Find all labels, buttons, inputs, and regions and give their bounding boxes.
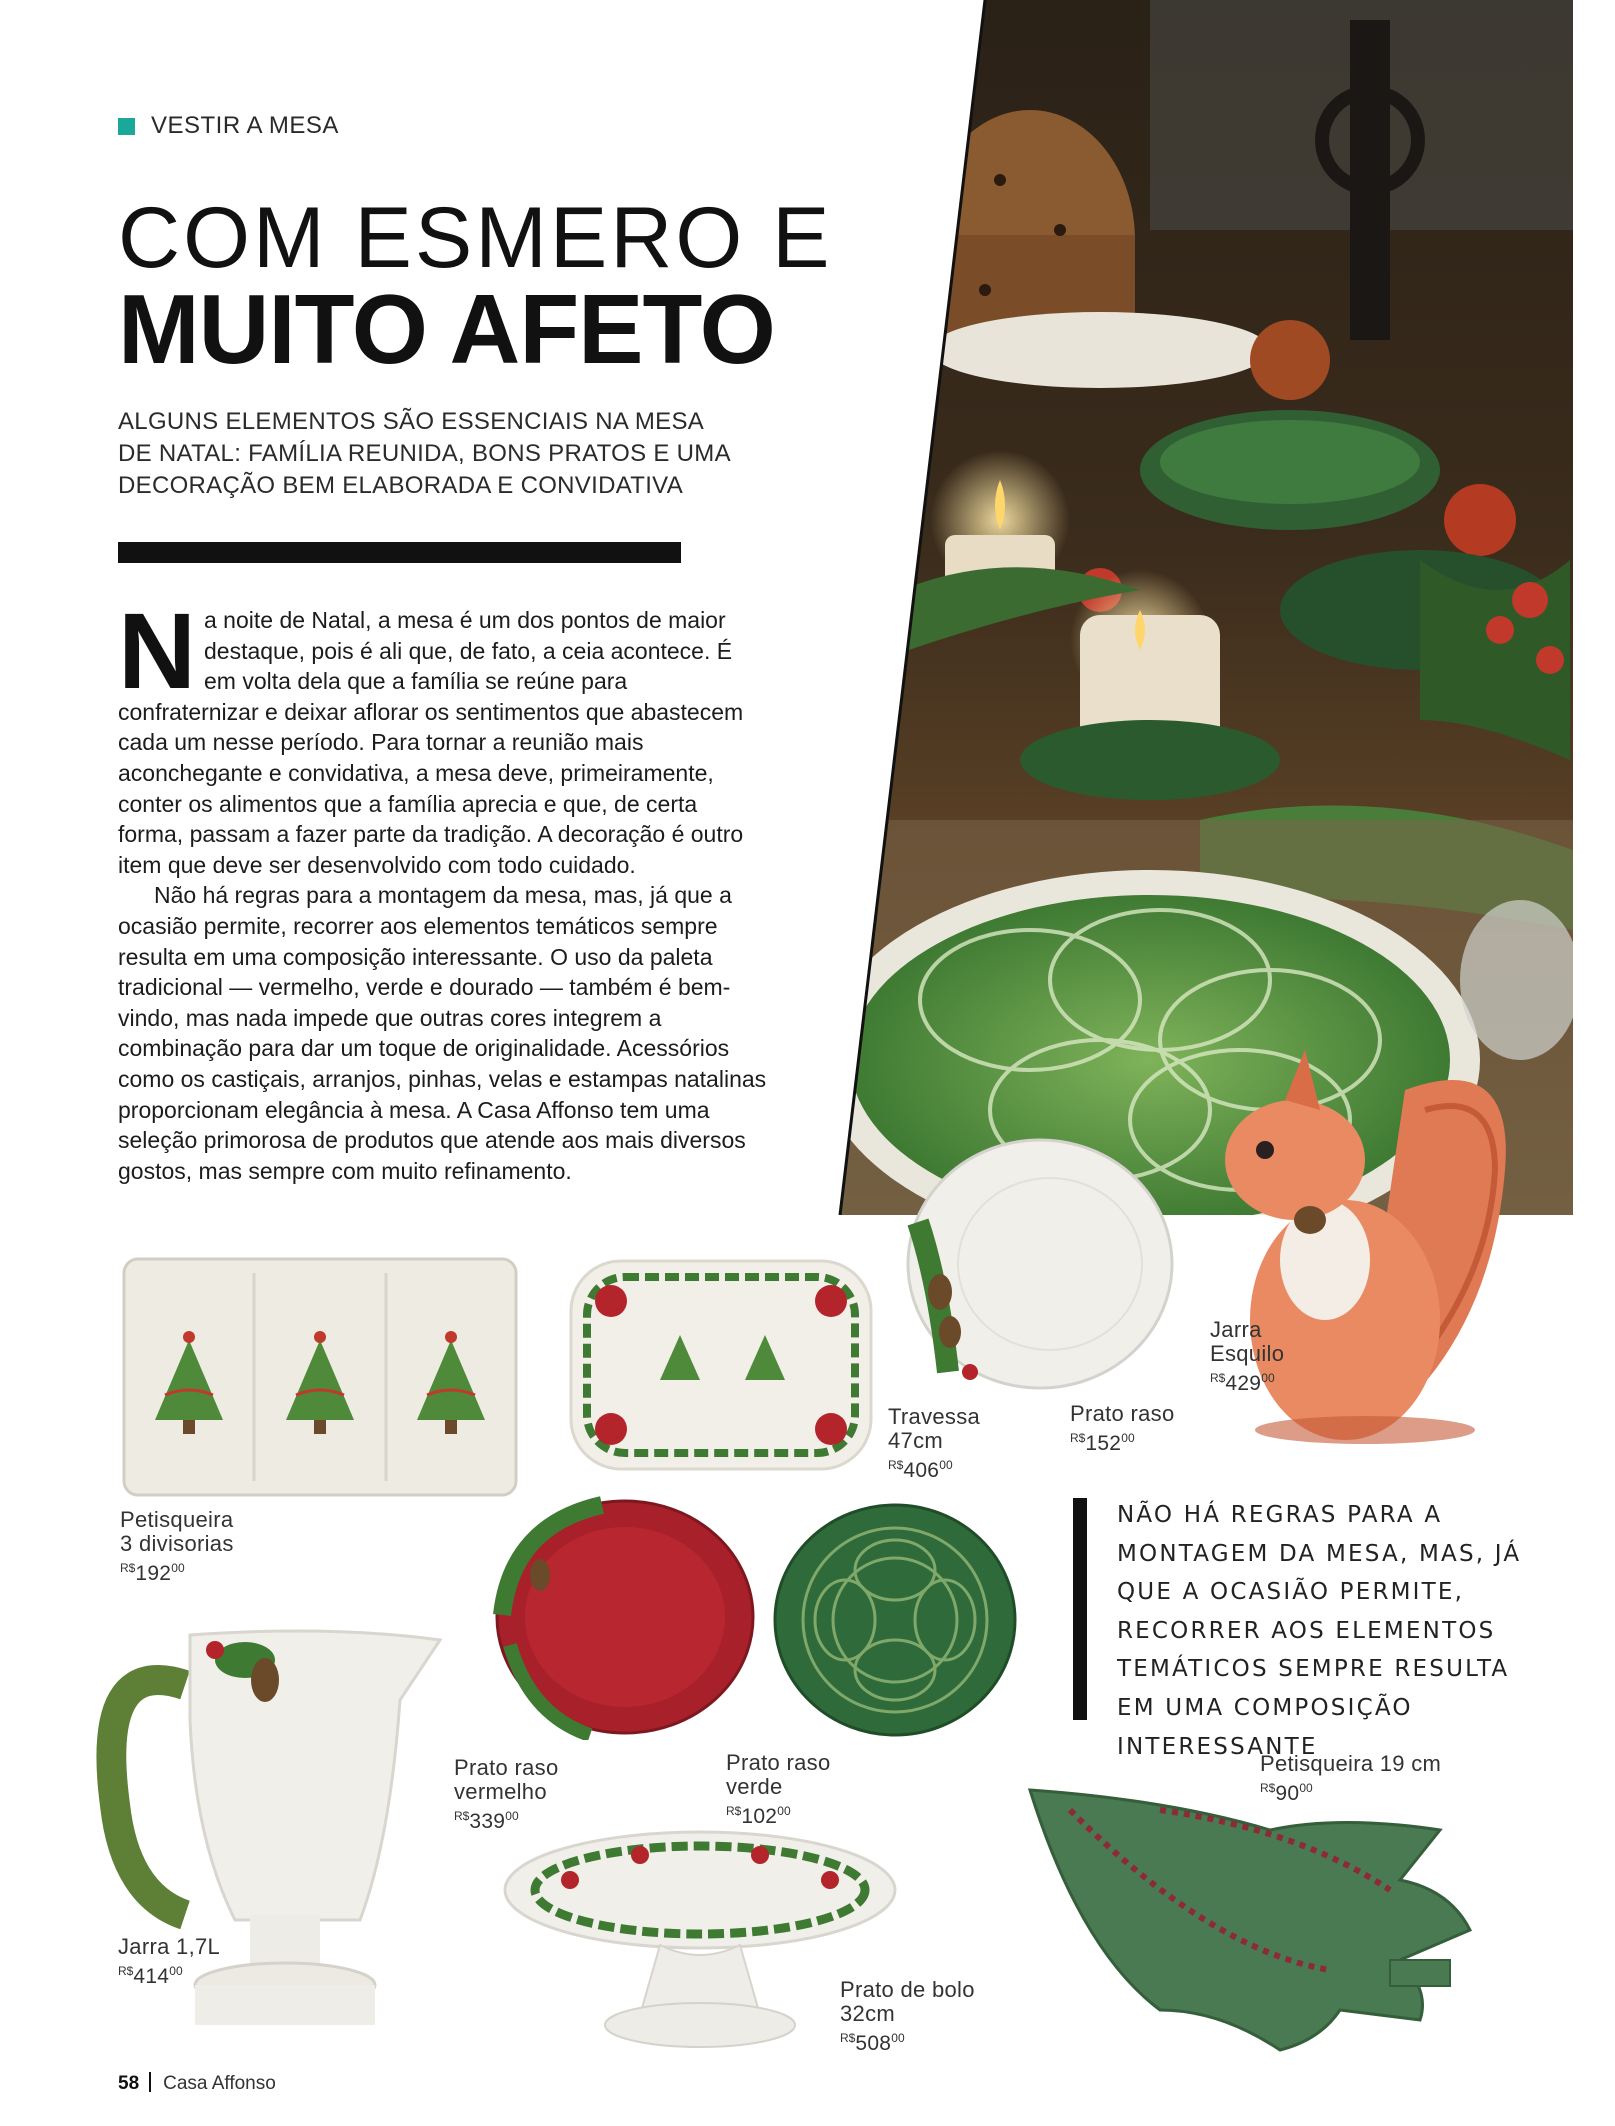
product-name-2: verde bbox=[726, 1774, 783, 1799]
label-jarra-1-7l bbox=[118, 1935, 220, 1989]
petisqueira-3-divisorias-image bbox=[120, 1255, 520, 1500]
product-price: $^{R\$}429^{00}$ bbox=[1210, 1371, 1275, 1395]
product-name-2: Esquilo bbox=[1210, 1341, 1285, 1366]
product-name: Petisqueira 19 cm bbox=[1260, 1751, 1442, 1776]
product-name-2: 3 divisorias bbox=[120, 1531, 234, 1556]
product-price: $^{R\$}339^{00}$ bbox=[454, 1809, 519, 1833]
drop-cap: N bbox=[118, 590, 196, 711]
prato-raso-branco-image bbox=[900, 1132, 1180, 1397]
paragraph-2: Não há regras para a montagem da mesa, mas, já que a ocasião permite, recorrer aos elementos temáticos sempre resulta em uma composição interessante. O uso da paleta tradicional — vermelho, verde e dourado — também é bem-vindo, mas nada impede que outras cores integrem a combinação para dar um toque de originalidade. Acessórios como os castiçais, arranjos, pinhas, velas e estampas natalinas proporcionam elegância à mesa. A Casa Affonso tem uma seleção primorosa de produtos que atende aos mais diversos gostos, mas sempre com muito refinamento. bbox=[118, 882, 767, 1184]
section-kicker bbox=[118, 112, 339, 140]
headline-line-1: COM ESMERO E bbox=[118, 190, 833, 286]
label-petisqueira-3-divisorias bbox=[120, 1508, 234, 1586]
product-name: Prato raso bbox=[454, 1755, 559, 1780]
petisqueira-19cm-image bbox=[1010, 1770, 1490, 2060]
label-petisqueira-19cm bbox=[1260, 1752, 1441, 1806]
product-name-2: 47cm bbox=[888, 1428, 943, 1453]
label-prato-de-bolo bbox=[840, 1978, 975, 2056]
product-price: $^{R\$}90^{00}$ bbox=[1260, 1781, 1313, 1805]
publication-name: Casa Affonso bbox=[163, 2073, 276, 2094]
label-prato-raso-verde bbox=[726, 1751, 831, 1829]
product-name-2: 32cm bbox=[840, 2001, 895, 2026]
prato-raso-vermelho-image bbox=[490, 1495, 760, 1740]
footer-separator bbox=[149, 2072, 151, 2092]
product-name-2: vermelho bbox=[454, 1779, 547, 1804]
article-body bbox=[118, 590, 768, 1186]
label-travessa bbox=[888, 1405, 980, 1483]
subtitle: ALGUNS ELEMENTOS SÃO ESSENCIAIS NA MESA DE NATAL: FAMÍLIA REUNIDA, BONS PRATOS E UMA DECORAÇÃO BEM ELABORADA E CONVIDATIVA bbox=[118, 408, 730, 499]
product-price: $^{R\$}102^{00}$ bbox=[726, 1804, 791, 1828]
headline-line-2: MUITO AFETO bbox=[118, 274, 775, 384]
paragraph-1 bbox=[118, 590, 768, 880]
product-name: Prato de bolo bbox=[840, 1977, 975, 2002]
page-number: 58 bbox=[118, 2073, 140, 2094]
label-prato-raso-vermelho bbox=[454, 1756, 559, 1834]
travessa-image bbox=[565, 1255, 877, 1475]
product-price: $^{R\$}406^{00}$ bbox=[888, 1458, 953, 1482]
product-name: Petisqueira bbox=[120, 1507, 234, 1532]
pull-quote-text: NÃO HÁ REGRAS PARA A MONTAGEM DA MESA, MAS, JÁ QUE A OCASIÃO PERMITE, RECORRER AOS ELEMENTOS TEMÁTICOS SEMPRE RESULTA EM UMA COMPOSIÇÃO INTERESSANTE bbox=[1117, 1502, 1522, 1760]
product-name: Jarra 1,7L bbox=[118, 1934, 221, 1959]
product-price: $^{R\$}414^{00}$ bbox=[118, 1964, 183, 1988]
paragraph-1-text: a noite de Natal, a mesa é um dos pontos de maior destaque, pois é ali que, de fato, a ceia acontece. É em volta dela que a família se reúne para confraternizar e deixar aflorar os sentimentos que abastecem cada um nesse período. Para tornar a reunião mais aconchegante e convidativa, a mesa deve, primeiramente, conter os alimentos que a família aprecia e que, de certa forma, passam a fazer parte da tradição. A decoração é outro item que deve ser desenvolvido com todo cuidado. bbox=[118, 607, 744, 878]
product-price: $^{R\$}508^{00}$ bbox=[840, 2031, 905, 2055]
product-name: Travessa bbox=[888, 1404, 981, 1429]
label-prato-raso-branco bbox=[1070, 1402, 1175, 1456]
label-jarra-esquilo bbox=[1210, 1318, 1284, 1396]
quote-bar bbox=[1073, 1498, 1087, 1720]
kicker-square-icon bbox=[118, 118, 135, 135]
product-price: $^{R\$}192^{00}$ bbox=[120, 1561, 185, 1585]
page-footer bbox=[118, 2072, 276, 2095]
product-name: Prato raso bbox=[726, 1750, 831, 1775]
product-price: $^{R\$}152^{00}$ bbox=[1070, 1431, 1135, 1455]
product-name: Jarra bbox=[1210, 1317, 1262, 1342]
prato-raso-verde-image bbox=[770, 1500, 1020, 1740]
kicker-label: VESTIR A MESA bbox=[151, 112, 339, 139]
divider-bar bbox=[118, 542, 681, 563]
product-name: Prato raso bbox=[1070, 1401, 1175, 1426]
